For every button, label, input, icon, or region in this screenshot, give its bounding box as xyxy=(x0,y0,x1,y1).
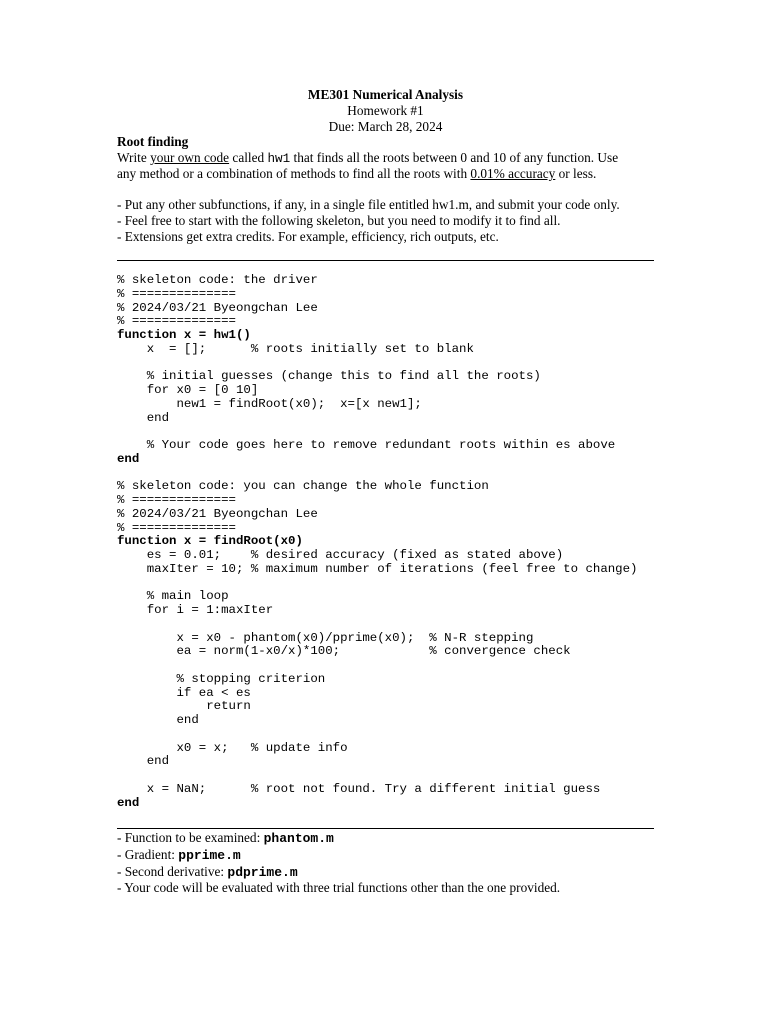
intro-text: that finds all the roots between 0 and 10 of any function. Use xyxy=(290,150,619,165)
intro-paragraph-line-2 xyxy=(117,166,596,182)
code-line: % skeleton code: the driver xyxy=(117,273,318,287)
code-line: % ============== xyxy=(117,286,236,301)
instruction-bullet: - Extensions get extra credits. For example, efficiency, rich outputs, etc. xyxy=(117,229,499,244)
intro-paragraph-line-1 xyxy=(117,150,618,167)
code-line: % ============== xyxy=(117,520,236,535)
code-line: end xyxy=(117,451,140,466)
code-line: for i = 1:maxIter xyxy=(117,603,274,617)
code-line: % Your code goes here to remove redundant roots within es above xyxy=(117,438,616,452)
code-line: x = NaN; % root not found. Try a different initial guess xyxy=(117,781,601,796)
code-line: if ea < es xyxy=(117,685,251,700)
homework-number: Homework #1 xyxy=(347,103,424,118)
instruction-bullet: - Feel free to start with the following skeleton, but you need to modify it to find all. xyxy=(117,213,561,228)
code-line: x = []; % roots initially set to blank xyxy=(117,341,474,356)
pprime-file-name: pprime.m xyxy=(178,848,241,863)
code-line: function x = hw1() xyxy=(117,328,251,342)
intro-text: Write xyxy=(117,150,151,165)
code-line: end xyxy=(117,795,140,810)
code-line: ea = norm(1-x0/x)*100; % convergence check xyxy=(117,644,571,659)
code-line: for x0 = [0 10] xyxy=(117,383,259,397)
top-divider xyxy=(117,260,654,261)
intro-text: any method or a combination of methods to find all the roots with xyxy=(117,166,471,181)
code-line: % stopping criterion xyxy=(117,671,326,686)
section-heading: Root finding xyxy=(117,134,189,149)
code-line: % skeleton code: you can change the whole function xyxy=(117,479,489,494)
due-date: Due: March 28, 2024 xyxy=(328,119,443,134)
code-line: % 2024/03/21 Byeongchan Lee xyxy=(117,506,318,521)
pdprime-file-name: pdprime.m xyxy=(227,865,298,880)
skeleton-code-block xyxy=(117,274,638,810)
code-line: function x = findRoot(x0) xyxy=(117,534,303,549)
inline-code-hw1: hw1 xyxy=(267,152,291,166)
code-line: return xyxy=(117,699,251,714)
footer-gradient-note xyxy=(117,847,241,864)
code-line: end xyxy=(117,410,170,425)
accuracy-emphasis: 0.01% accuracy xyxy=(470,166,556,181)
bottom-divider xyxy=(117,828,654,829)
footer-second-derivative-note xyxy=(117,864,298,881)
code-line: x0 = x; % update info xyxy=(117,740,348,755)
footer-evaluation-note: - Your code will be evaluated with three trial functions other than the one provided. xyxy=(117,880,561,895)
intro-text: or less. xyxy=(555,166,597,181)
instruction-bullet: - Put any other subfunctions, if any, in a single file entitled hw1.m, and submit your code only. xyxy=(117,197,620,212)
footer-label: - Second derivative: xyxy=(117,864,228,879)
footer-function-note xyxy=(117,830,334,847)
code-line: es = 0.01; % desired accuracy (fixed as stated above) xyxy=(117,548,564,562)
own-code-emphasis: your own code xyxy=(150,150,230,165)
code-line: % ============== xyxy=(117,493,236,507)
footer-label: - Gradient: xyxy=(117,847,179,862)
code-line: x = x0 - phantom(x0)/pprime(x0); % N-R stepping xyxy=(117,630,534,645)
document-page xyxy=(117,0,654,1024)
phantom-file-name: phantom.m xyxy=(263,831,334,846)
code-line: maxIter = 10; % maximum number of iterations (feel free to change) xyxy=(117,561,638,576)
course-title: ME301 Numerical Analysis xyxy=(307,87,464,102)
code-line: % initial guesses (change this to find all the roots) xyxy=(117,369,541,384)
intro-text: called xyxy=(229,150,268,165)
code-line: end xyxy=(117,713,199,727)
code-line: end xyxy=(117,754,170,769)
code-line: % ============== xyxy=(117,314,236,329)
code-line: % 2024/03/21 Byeongchan Lee xyxy=(117,300,318,315)
code-line: % main loop xyxy=(117,589,229,604)
code-line: new1 = findRoot(x0); x=[x new1]; xyxy=(117,396,422,411)
footer-label: - Function to be examined: xyxy=(117,830,264,845)
